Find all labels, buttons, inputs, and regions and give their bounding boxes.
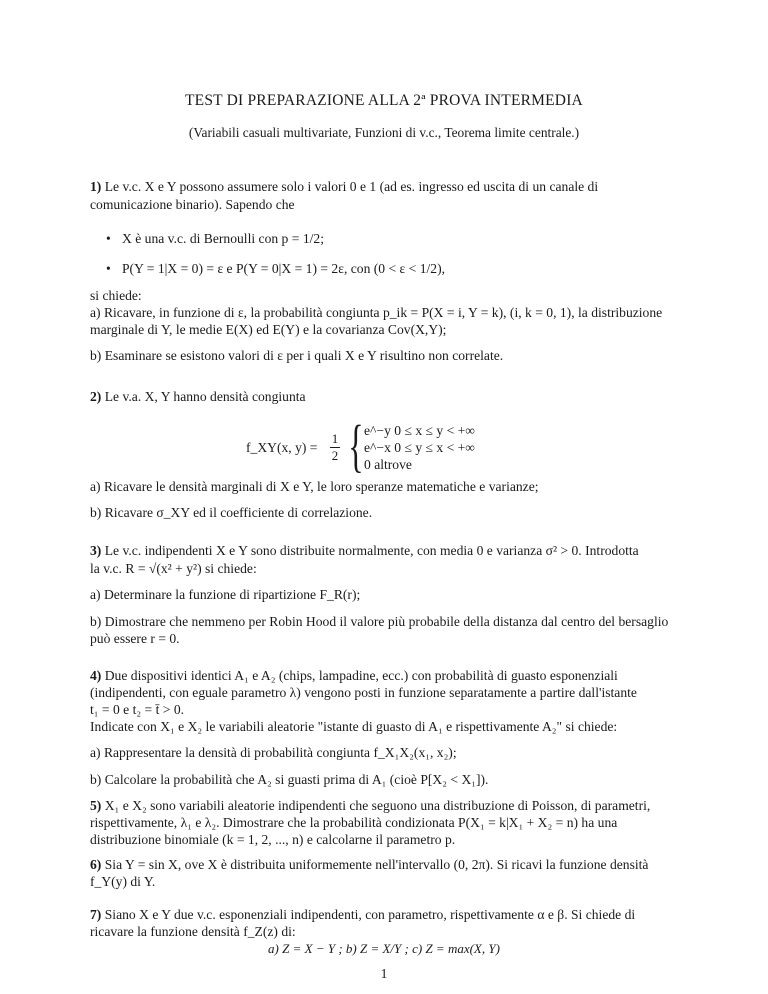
q3-part-b-line1: b) Dimostrare che nemmeno per Robin Hood il valore più probabile della distanza dal centro del bersaglio [90, 614, 669, 629]
q2-number: 2) [90, 389, 102, 404]
q2-case-3: 0 altrove [364, 457, 412, 472]
bullet-icon: • [106, 261, 111, 276]
q2-part-a: a) Ricavare le densità marginali di X e Y, le loro speranze matematiche e varianze; [90, 479, 539, 494]
q4-intro-line1: 4) Due dispositivi identici A₁ e A₂ (chips, lampadine, ecc.) con probabilità di guasto esponenziali [90, 668, 618, 683]
q3-part-a: a) Determinare la funzione di ripartizione F_R(r); [90, 587, 361, 602]
q2-part-b: b) Ricavare σ_XY ed il coefficiente di correlazione. [90, 505, 373, 520]
q7-line1: 7) Siano X e Y due v.c. esponenziali indipendenti, con parametro, rispettivamente α e β. Si chiede di [90, 907, 636, 922]
bullet-icon: • [106, 231, 111, 246]
q2-case-2: e^−x 0 ≤ y ≤ x < +∞ [364, 440, 476, 455]
q4-part-a: a) Rappresentare la densità di probabilità congiunta f_X₁X₂(x₁, x₂); [90, 745, 457, 760]
q1-ask: si chiede: [90, 288, 142, 303]
q5-line2: rispettivamente, λ₁ e λ₂. Dimostrare che la probabilità condizionata P(X₁ = k|X₁ + X₂ = n) ha una [90, 815, 618, 830]
q2-lhs: f_XY(x, y) = [246, 440, 318, 455]
page-title: TEST DI PREPARAZIONE ALLA 2ª PROVA INTERMEDIA [185, 92, 583, 109]
q6-line1: 6) Sia Y = sin X, ove X è distribuita uniformemente nell'intervallo (0, 2π). Si ricavi la funzione densità [90, 857, 649, 872]
q1-number: 1) [90, 179, 102, 194]
page-subtitle: (Variabili casuali multivariate, Funzioni di v.c., Teorema limite centrale.) [188, 125, 580, 140]
q5-line1: 5) X₁ e X₂ sono variabili aleatorie indipendenti che seguono una distribuzione di Poisson, di parametri, [90, 798, 651, 813]
q1-intro-line2: comunicazione binario). Sapendo che [90, 197, 295, 212]
q3-part-b-line2: può essere r = 0. [90, 631, 180, 646]
q3-intro-line2: la v.c. R = √(x² + y²) si chiede: [90, 561, 257, 576]
q1-bullet-1: • X è una v.c. di Bernoulli con p = 1/2; [106, 231, 324, 246]
q1-part-a-line2: marginale di Y, le medie E(X) ed E(Y) e la covarianza Cov(X,Y); [90, 322, 447, 337]
q1-part-b: b) Esaminare se esistono valori di ε per i quali X e Y risultino non correlate. [90, 348, 504, 363]
q3-intro-line1: 3) Le v.c. indipendenti X e Y sono distribuite normalmente, con media 0 e varianza σ² > 0. Introdotta [90, 543, 639, 558]
q6-line2: f_Y(y) di Y. [90, 874, 156, 889]
left-brace-icon: { [348, 413, 364, 478]
q1-part-a-line1: a) Ricavare, in funzione di ε, la probabilità congiunta p_ik = P(X = i, Y = k), (i, k = 0, 1), la distribuzione [90, 305, 663, 320]
q4-part-b: b) Calcolare la probabilità che A₂ si guasti prima di A₁ (cioè P[X₂ < X₁]). [90, 772, 489, 787]
q6-number: 6) [90, 857, 102, 872]
q5-line3: distribuzione binomiale (k = 1, 2, ..., n) e calcolarne il parametro p. [90, 832, 456, 847]
q2-intro: 2) Le v.a. X, Y hanno densità congiunta [90, 389, 306, 404]
q1-bullet-2: • P(Y = 1|X = 0) = ε e P(Y = 0|X = 1) = 2ε, con (0 < ε < 1/2), [106, 261, 446, 276]
q4-intro-line2: (indipendenti, con eguale parametro λ) vengono posti in funzione separatamente a partire dall'istante [90, 685, 637, 700]
q4-intro-line3: t₁ = 0 e t₂ = t̄ > 0. [90, 702, 185, 717]
q2-density-formula [246, 413, 566, 484]
q7-line2: ricavare la funzione densità f_Z(z) di: [90, 924, 296, 939]
q5-number: 5) [90, 798, 102, 813]
q1-intro-line1: 1) Le v.c. X e Y possono assumere solo i valori 0 e 1 (ad es. ingresso ed uscita di un canale di [90, 179, 599, 194]
q2-case-1: e^−y 0 ≤ x ≤ y < +∞ [364, 423, 476, 438]
q7-cases: a) Z = X − Y ; b) Z = X/Y ; c) Z = max(X, Y) [268, 941, 500, 956]
q4-intro-line4: Indicate con X₁ e X₂ le variabili aleatorie "istante di guasto di A₁ e rispettivamente A₂" si chiede: [90, 719, 618, 734]
q3-number: 3) [90, 543, 102, 558]
q7-number: 7) [90, 907, 105, 922]
q2-fraction: 1 2 [331, 431, 339, 463]
page-number: 1 [380, 966, 388, 981]
q4-number: 4) [90, 668, 102, 683]
